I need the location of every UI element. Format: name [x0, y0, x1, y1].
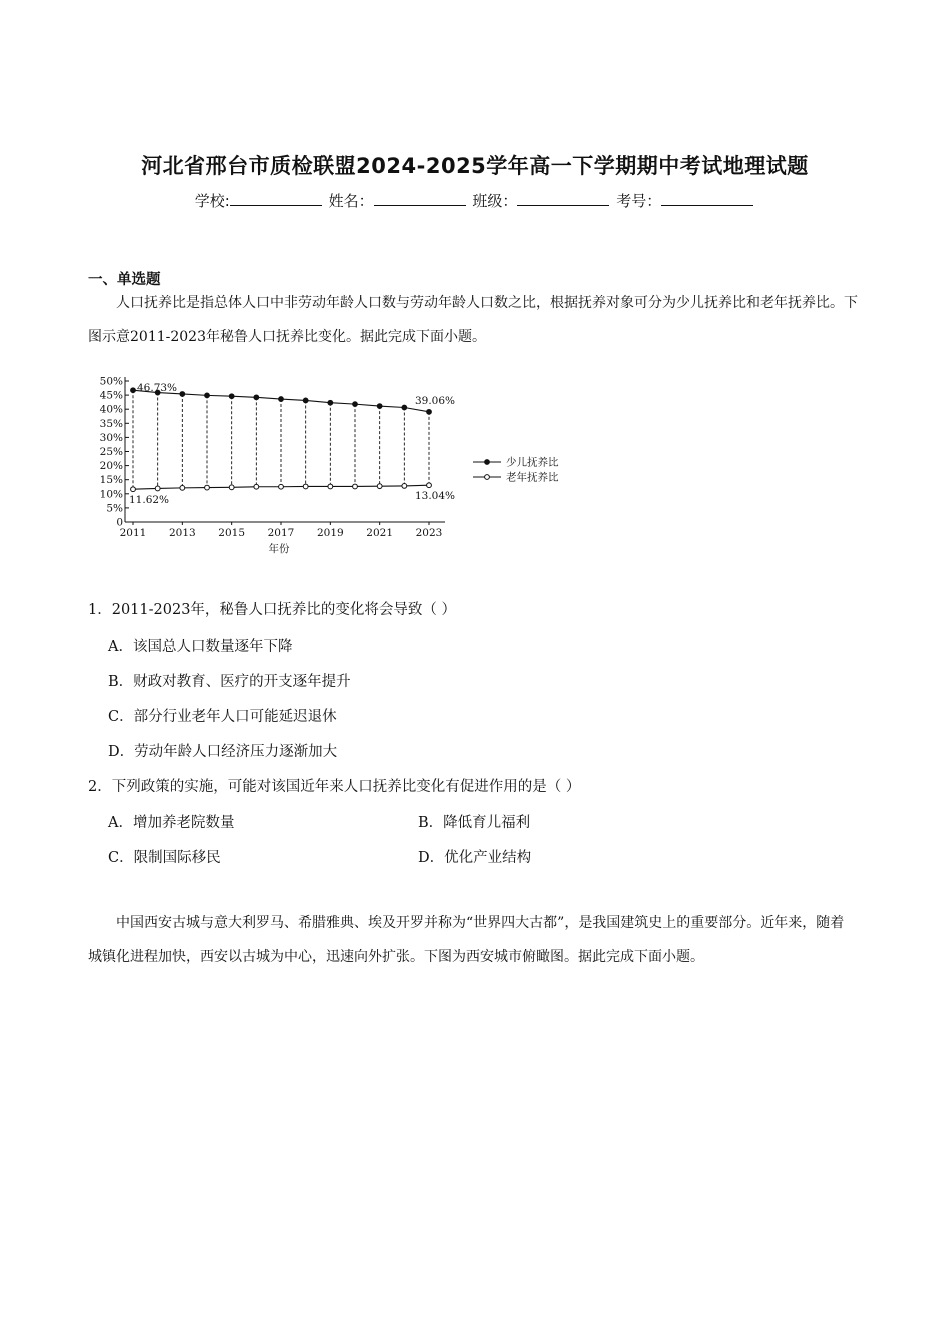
data-point — [131, 487, 136, 492]
x-axis-label: 年份 — [268, 543, 290, 555]
data-point — [131, 388, 136, 393]
data-point — [254, 484, 259, 489]
y-tick-label: 50% — [99, 375, 123, 388]
y-tick-label: 40% — [99, 403, 123, 416]
annotation-start-1: 46.73% — [137, 382, 178, 395]
y-tick-label: 0 — [116, 516, 123, 529]
data-point — [279, 397, 284, 402]
x-tick-label: 2017 — [267, 527, 295, 539]
data-point — [229, 485, 234, 490]
data-point — [180, 392, 185, 397]
id-blank[interactable] — [661, 191, 753, 206]
y-tick-label: 10% — [99, 488, 123, 501]
y-tick-label: 25% — [99, 446, 123, 458]
y-tick-label: 15% — [99, 474, 123, 487]
q1-option-c[interactable]: C．部分行业老年人口可能延迟退休 — [108, 709, 337, 725]
y-tick-label: 45% — [99, 389, 123, 402]
data-point — [402, 405, 407, 410]
page-title: 河北省邢台市质检联盟2024-2025学年高一下学期期中考试地理试题 — [141, 154, 809, 178]
q1-option-b[interactable]: B．财政对教育、医疗的开支逐年提升 — [108, 674, 351, 690]
x-tick-label: 2011 — [119, 527, 147, 539]
data-point — [402, 484, 407, 489]
q2-option-b[interactable]: B．降低育儿福利 — [418, 815, 531, 831]
passage-2: 中国西安古城与意大利罗马、希腊雅典、埃及开罗并称为“世界四大古都”，是我国建筑史上的重要部分。近年来，随着城镇化进程加快，西安以古城为中心，迅速向外扩张。下图为西安城市俯瞰图。据此完成下面小题。 — [88, 915, 845, 965]
q2-option-c[interactable]: C．限制国际移民 — [108, 850, 221, 866]
school-label: 学校: — [194, 192, 230, 210]
data-point — [427, 483, 432, 488]
data-point — [303, 398, 308, 403]
section-heading: 一、单选题 — [88, 272, 161, 288]
x-tick-label: 2019 — [316, 527, 344, 539]
data-point — [279, 484, 284, 489]
data-point — [328, 484, 333, 489]
data-point — [427, 409, 432, 414]
question-2-stem: 2．下列政策的实施，可能对该国近年来人口抚养比变化有促进作用的是（ ） — [88, 779, 581, 795]
data-point — [303, 484, 308, 489]
question-1-stem: 1．2011-2023年，秘鲁人口抚养比的变化将会导致（ ） — [88, 602, 457, 618]
annotation-end-2: 13.04% — [414, 490, 456, 503]
legend-marker-2 — [485, 475, 490, 480]
data-point — [205, 393, 210, 398]
data-point — [377, 404, 382, 409]
id-label: 考号： — [616, 192, 662, 210]
legend-label-2: 老年抚养比 — [506, 471, 559, 484]
data-point — [205, 485, 210, 490]
x-tick-label: 2013 — [168, 527, 196, 539]
data-point — [155, 486, 160, 491]
school-blank[interactable] — [230, 191, 322, 206]
data-point — [353, 484, 358, 489]
x-tick-label: 2023 — [415, 527, 443, 539]
data-point — [377, 484, 382, 489]
y-tick-label: 20% — [99, 460, 123, 473]
annotation-end-1: 39.06% — [414, 394, 456, 407]
x-tick-label: 2015 — [218, 527, 246, 539]
q1-option-d[interactable]: D．劳动年龄人口经济压力逐渐加大 — [108, 744, 338, 760]
data-point — [229, 394, 234, 399]
passage-1: 人口抚养比是指总体人口中非劳动年龄人口数与劳动年龄人口数之比，根据抚养对象可分为少儿抚养比和老年抚养比。下图示意2011-2023年秘鲁人口抚养比变化。据此完成下面小题。 — [88, 295, 858, 345]
y-tick-label: 30% — [99, 431, 123, 444]
student-info-line — [0, 190, 950, 211]
data-point — [180, 485, 185, 490]
name-label: 姓名： — [328, 192, 374, 210]
data-point — [254, 395, 259, 400]
legend-marker-1 — [485, 460, 490, 465]
y-tick-label: 35% — [99, 417, 123, 430]
y-tick-label: 5% — [106, 502, 123, 515]
q2-option-a[interactable]: A．增加养老院数量 — [108, 815, 235, 831]
data-point — [328, 400, 333, 405]
q1-option-a[interactable]: A．该国总人口数量逐年下降 — [108, 639, 293, 655]
name-blank[interactable] — [374, 191, 466, 206]
legend-label-1: 少儿抚养比 — [506, 456, 559, 469]
annotation-start-2: 11.62% — [129, 494, 170, 507]
class-blank[interactable] — [517, 191, 609, 206]
q2-option-d[interactable]: D．优化产业结构 — [418, 850, 532, 866]
data-point — [353, 402, 358, 407]
class-label: 班级： — [472, 192, 518, 210]
x-tick-label: 2021 — [366, 527, 394, 539]
dependency-ratio-chart — [88, 365, 588, 565]
